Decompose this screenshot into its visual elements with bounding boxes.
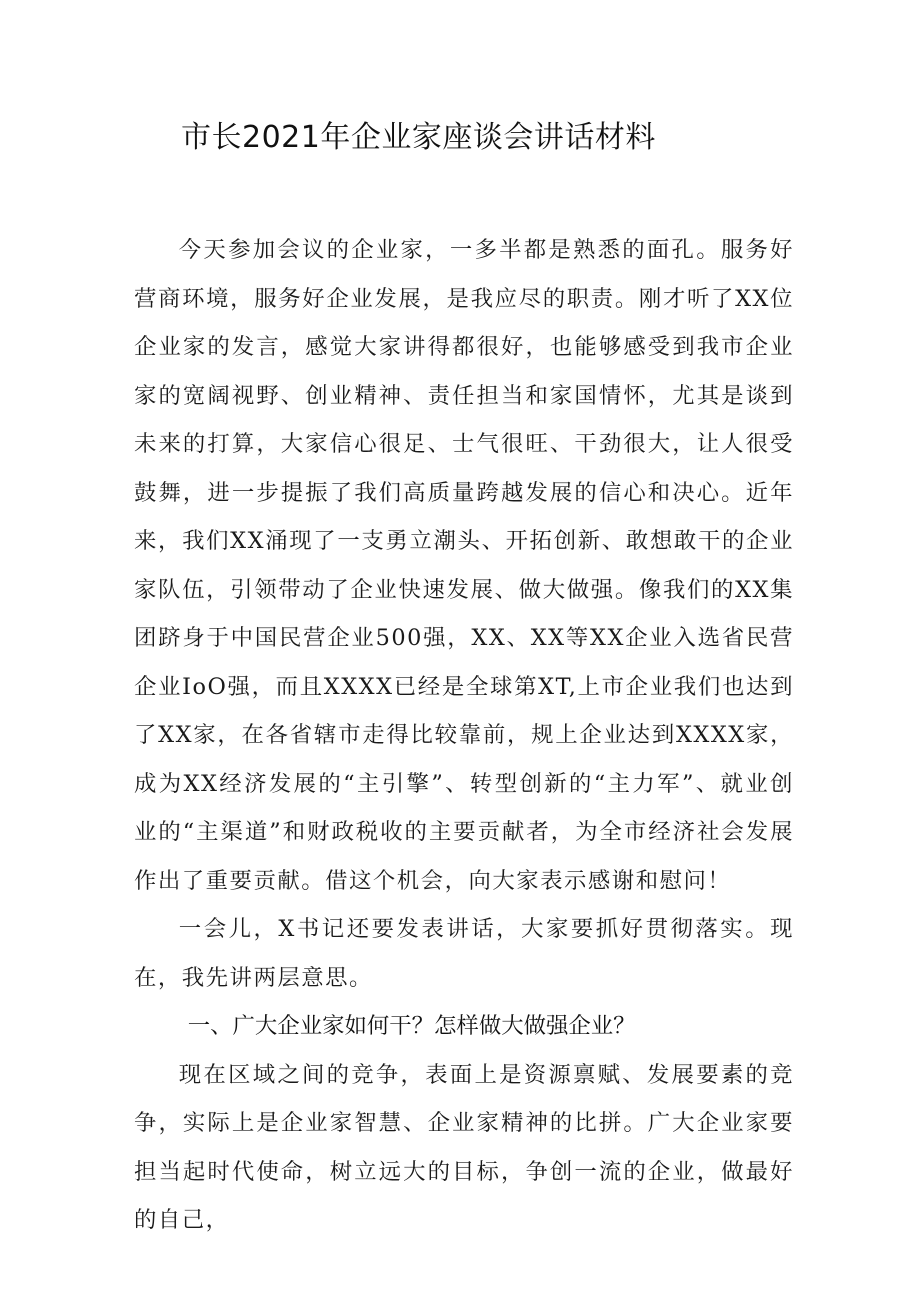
section-paragraph: 现在区域之间的竞争，表面上是资源禀赋、发展要素的竞争，实际上是企业家智慧、企业家精神的比拼。广大企业家要担当起时代使命，树立远大的目标，争创一流的企业，做最好的自己， <box>134 1061 794 1233</box>
body-paragraph: 今天参加会议的企业家，一多半都是熟悉的面孔。服务好营商环境，服务好企业发展，是我应尽的职责。刚才听了XX位企业家的发言，感觉大家讲得都很好，也能够感受到我市企业家的宽阔视野、创业精神、责任担当和家国情怀，尤其是谈到未来的打算，大家信心很足、士气很旺、干劲很大，让人很受鼓舞，进一步提振了我们高质量跨越发展的信心和决心。近年来，我们XX涌现了一支勇立潮头、开拓创新、敢想敢干的企业家队伍，引领带动了企业快速发展、做大做强。像我们的XX集团跻身于中国民营企业500强，XX、XX等XX企业入选省民营企业IoO强，而且XXXX已经是全球第XT,上市企业我们也达到了XX家，在各省辖市走得比较靠前，规上企业达到XXXX家，成为XX经济发展的“主引擎”、转型创新的“主力军”、就业创业的“主渠道”和财政税收的主要贡献者，为全市经济社会发展作出了重要贡献。借这个机会，向大家表示感谢和慰问！ <box>134 237 794 894</box>
body-paragraph: 一会儿，X书记还要发表讲话，大家要抓好贯彻落实。现在，我先讲两层意思。 <box>134 916 794 991</box>
document-body <box>134 226 794 1245</box>
document-title: 市长2021年企业家座谈会讲话材料 <box>181 120 656 155</box>
section-heading: 一、广大企业家如何干？怎样做大做强企业？ <box>187 1013 636 1039</box>
